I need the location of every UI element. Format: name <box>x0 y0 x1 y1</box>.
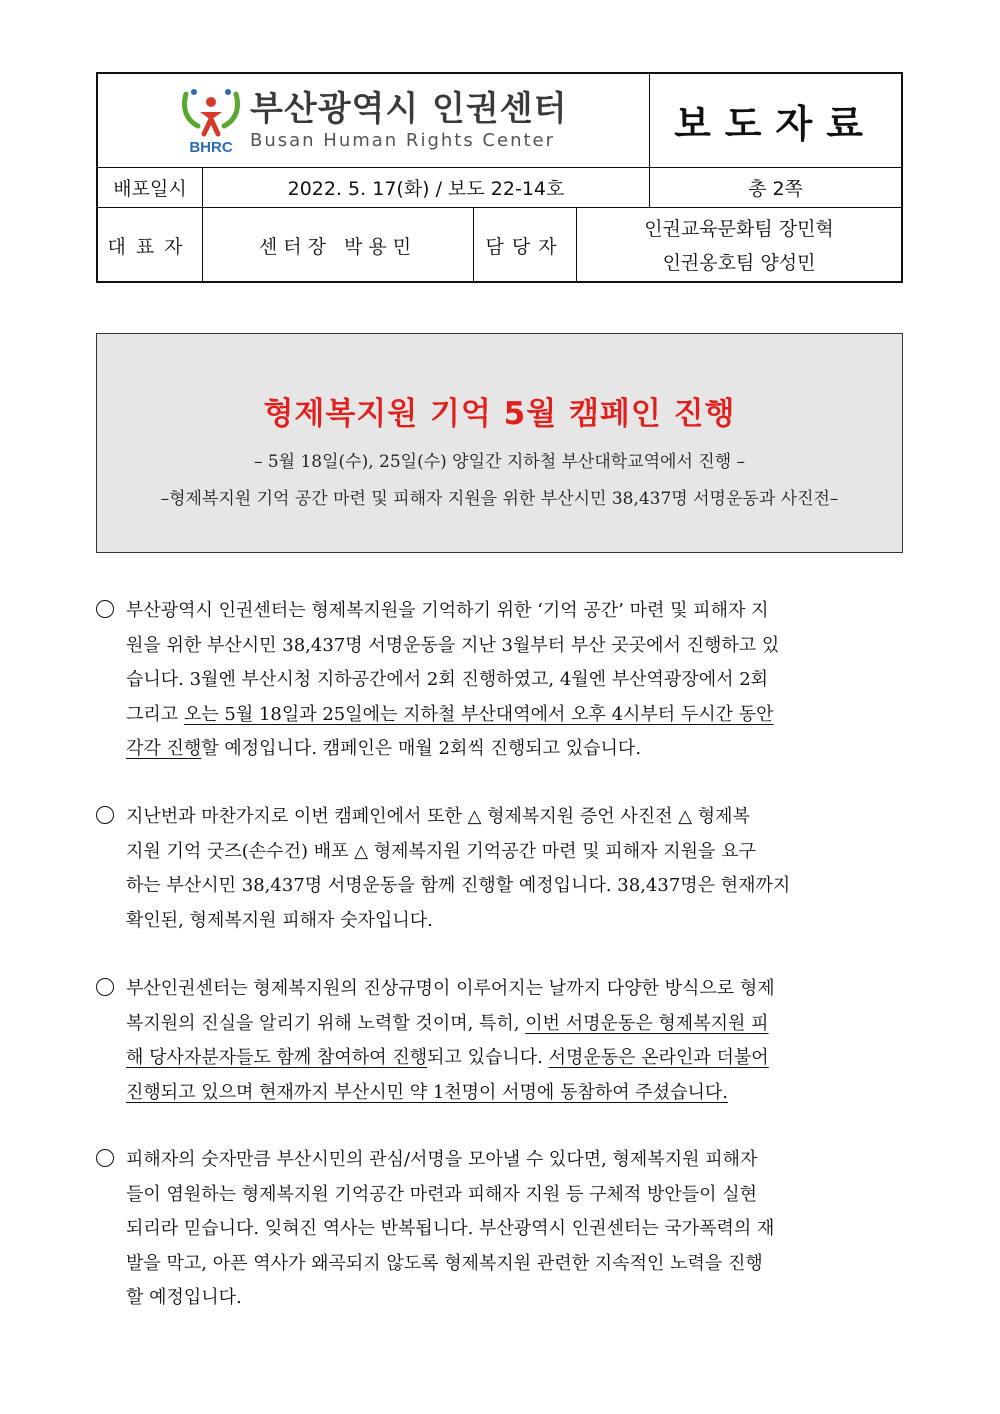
press-release-label: 보도자료 <box>649 74 901 167</box>
p2-line-2: 지원 기억 굿즈(손수건) 배포 △ 형제복지원 기억공간 마련 및 피해자 지원을 요구 <box>126 840 756 862</box>
p4-line-1: 피해자의 숫자만큼 부산시민의 관심/서명을 모아낼 수 있다면, 형제복지원 피해자 <box>126 1149 758 1170</box>
p3-line-3: 해 당사자분자들도 함께 참여하여 진행되고 있습니다. 서명운동은 온라인과 더불어 <box>126 1047 769 1068</box>
p1-line-5: 각각 진행할 예정입니다. 캠페인은 매월 2회씩 진행되고 있습니다. <box>126 738 642 759</box>
p1-line-2: 원을 위한 부산시민 38,437명 서명운동을 지난 3월부터 부산 곳곳에서 진행하고 있 <box>126 634 780 656</box>
manager-label: 담당자 <box>473 208 576 283</box>
headline-box <box>96 333 903 553</box>
circle-bullet-icon <box>96 600 114 618</box>
paragraph-4 <box>96 1143 906 1316</box>
paragraph-1 <box>96 594 906 767</box>
circle-bullet-icon <box>96 978 114 996</box>
p1-line-3: 습니다. 3월엔 부산시청 지하공간에서 2회 진행하였고, 4월엔 부산역광장에서 2회 <box>126 669 769 690</box>
p4-line-3: 되리라 믿습니다. 잊혀진 역사는 반복됩니다. 부산광역시 인권센터는 국가폭력의 재 <box>126 1218 775 1239</box>
representative-name: 센터장 박용민 <box>202 208 473 283</box>
manager-line-1: 인권교육문화팀 장민혁 <box>644 217 834 240</box>
circle-bullet-icon <box>96 1149 114 1167</box>
manager-line-2: 인권옹호팀 양성민 <box>662 251 816 274</box>
p3-line-4: 진행되고 있으며 현재까지 부산시민 약 1천명이 서명에 동참하여 주셨습니다. <box>126 1081 728 1103</box>
p4-line-4: 발을 막고, 아픈 역사가 왜곡되지 않도록 형제복지원 관련한 지속적인 노력을 진행 <box>126 1252 763 1274</box>
p3-line-1: 부산인권센터는 형제복지원의 진상규명이 이루어지는 날까지 다양한 방식으로 형제 <box>126 978 775 999</box>
p1-line-1: 부산광역시 인권센터는 형제복지원을 기억하기 위한 ‘기억 공간’ 마련 및 피해자 지 <box>126 600 769 621</box>
representative-label: 대표자 <box>107 236 193 258</box>
headline-subtitle-1: – 5월 18일(수), 25일(수) 양일간 지하철 부산대학교역에서 진행 – <box>253 452 746 472</box>
paragraph-2 <box>96 800 906 938</box>
p1-underlined-schedule: 오는 5월 18일과 25일에는 지하철 부산대역에서 오후 4시부터 두시간 동안 <box>183 703 774 725</box>
headline-title: 형제복지원 기억 5월 캠페인 진행 <box>263 396 736 432</box>
bhrc-logo-icon <box>180 86 242 156</box>
circle-bullet-icon <box>96 806 114 824</box>
distribution-label: 배포일시 <box>113 178 187 200</box>
header-row-contacts <box>98 208 901 283</box>
distribution-date: 2022. 5. 17(화) / 보도 22-14호 <box>202 168 649 207</box>
logo-english-name: Busan Human Rights Center <box>250 129 556 151</box>
p2-line-4: 확인된, 형제복지원 피해자 숫자입니다. <box>126 909 433 931</box>
p2-line-1: 지난번과 마찬가지로 이번 캠페인에서 또한 △ 형제복지원 증언 사진전 △ 형제복 <box>126 806 750 827</box>
p4-line-2: 들이 염원하는 형제복지원 기억공간 마련과 피해자 지원 등 구체적 방안들이 실현 <box>126 1183 758 1205</box>
bhrc-logo <box>98 74 649 167</box>
press-release-header <box>96 72 903 283</box>
header-row-logo <box>98 74 901 168</box>
paragraph-3 <box>96 972 906 1110</box>
p2-line-3: 하는 부산시민 38,437명 서명운동을 함께 진행할 예정입니다. 38,437명은 현재까지 <box>126 875 791 896</box>
logo-abbr: BHRC <box>189 138 233 156</box>
p4-line-5: 할 예정입니다. <box>126 1287 242 1308</box>
logo-korean-name: 부산광역시 인권센터 <box>250 88 568 129</box>
page-count: 총 2쪽 <box>649 168 901 207</box>
p1-line-4: 그리고 오는 5월 18일과 25일에는 지하철 부산대역에서 오후 4시부터 두시간 동안 <box>126 703 774 725</box>
header-row-distribution <box>98 168 901 208</box>
p3-line-2: 복지원의 진실을 알리기 위해 노력할 것이며, 특히, 이번 서명운동은 형제복지원 피 <box>126 1012 769 1034</box>
headline-subtitle-2: –형제복지원 기억 공간 마련 및 피해자 지원을 위한 부산시민 38,437명 서명운동과 사진전– <box>160 489 839 509</box>
manager-names <box>576 208 901 283</box>
